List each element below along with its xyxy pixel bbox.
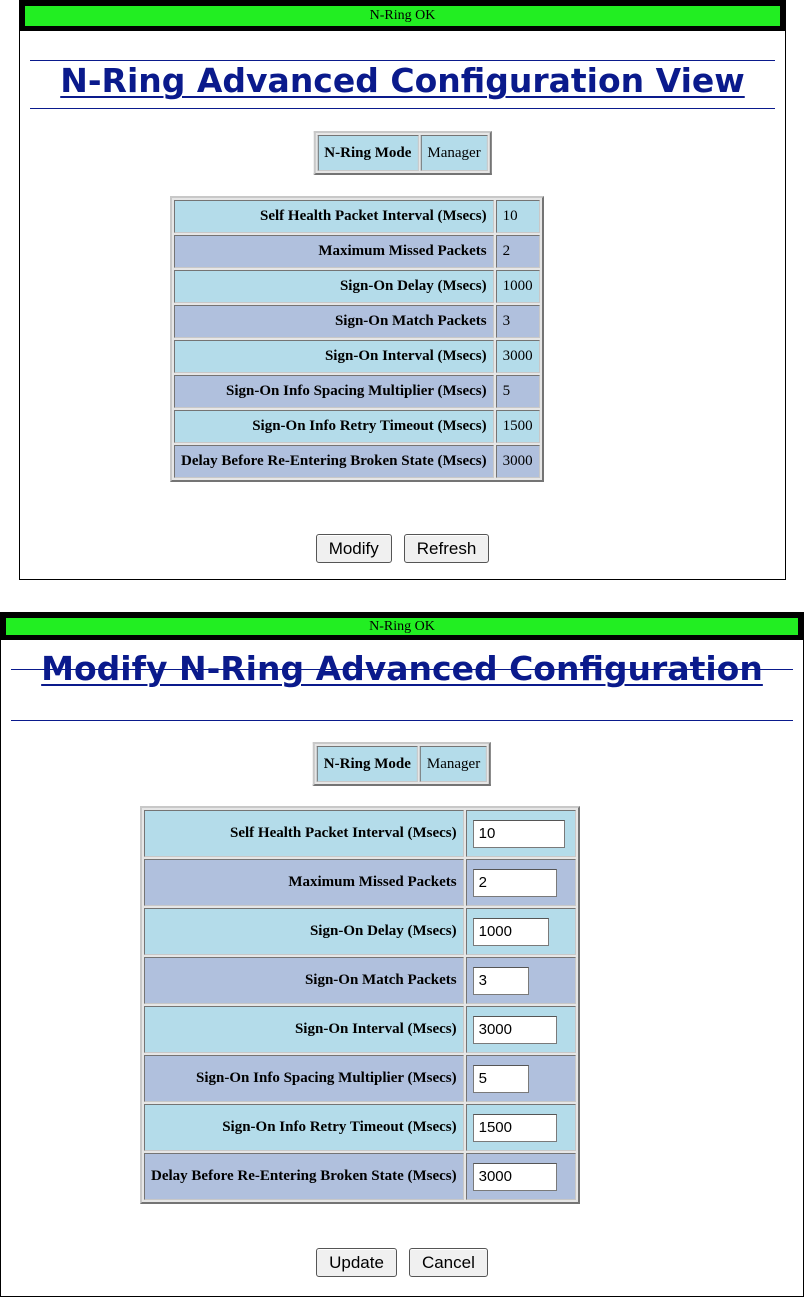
table-row <box>174 305 540 338</box>
advanced-params-table <box>170 196 544 482</box>
param-label: Sign-On Delay (Msecs) <box>144 908 464 955</box>
table-row <box>174 445 540 478</box>
param-label: Sign-On Info Spacing Multiplier (Msecs) <box>174 375 494 408</box>
advanced-config-view-panel <box>19 0 786 580</box>
ring-status-bar: N-Ring OK <box>20 1 785 31</box>
self-health-interval-input[interactable] <box>473 820 565 848</box>
table-row <box>174 270 540 303</box>
param-label: Sign-On Info Retry Timeout (Msecs) <box>144 1104 464 1151</box>
sign-on-info-retry-timeout-input[interactable] <box>473 1114 557 1142</box>
page-title: Modify N-Ring Advanced Configuration <box>41 649 763 688</box>
title-rule-bottom <box>30 108 775 109</box>
table-row <box>174 200 540 233</box>
table-row <box>144 810 576 857</box>
ring-mode-label: N-Ring Mode <box>317 746 418 782</box>
cancel-button[interactable]: Cancel <box>409 1248 488 1277</box>
page-title: N-Ring Advanced Configuration View <box>60 61 745 100</box>
param-label: Sign-On Interval (Msecs) <box>144 1006 464 1053</box>
refresh-button[interactable]: Refresh <box>404 534 490 563</box>
ring-mode-value: Manager <box>420 135 487 171</box>
param-label: Sign-On Info Retry Timeout (Msecs) <box>174 410 494 443</box>
table-row <box>174 375 540 408</box>
param-value: 3000 <box>496 340 540 373</box>
ring-status-bar: N-Ring OK <box>1 613 803 640</box>
modify-button[interactable]: Modify <box>316 534 392 563</box>
ring-mode-value: Manager <box>420 746 487 782</box>
param-label: Delay Before Re-Entering Broken State (Msecs) <box>144 1153 464 1200</box>
param-value: 1500 <box>496 410 540 443</box>
update-button[interactable]: Update <box>316 1248 397 1277</box>
param-label: Sign-On Interval (Msecs) <box>174 340 494 373</box>
table-row <box>174 235 540 268</box>
table-row <box>144 1104 576 1151</box>
param-label: Delay Before Re-Entering Broken State (Msecs) <box>174 445 494 478</box>
max-missed-packets-input[interactable] <box>473 869 557 897</box>
modify-button-row <box>1 1248 803 1277</box>
table-row <box>144 957 576 1004</box>
sign-on-delay-input[interactable] <box>473 918 549 946</box>
param-value: 3 <box>496 305 540 338</box>
table-row <box>144 859 576 906</box>
param-label: Sign-On Info Spacing Multiplier (Msecs) <box>144 1055 464 1102</box>
table-row <box>144 1153 576 1200</box>
param-value: 10 <box>496 200 540 233</box>
modify-advanced-config-panel <box>0 612 804 1297</box>
sign-on-interval-input[interactable] <box>473 1016 557 1044</box>
param-label: Self Health Packet Interval (Msecs) <box>174 200 494 233</box>
table-row <box>174 410 540 443</box>
table-row <box>144 1055 576 1102</box>
param-value: 5 <box>496 375 540 408</box>
ring-mode-label: N-Ring Mode <box>317 135 418 171</box>
title-rule-bottom <box>11 720 793 721</box>
sign-on-match-packets-input[interactable] <box>473 967 529 995</box>
param-label: Maximum Missed Packets <box>174 235 494 268</box>
param-label: Sign-On Match Packets <box>144 957 464 1004</box>
param-label: Self Health Packet Interval (Msecs) <box>144 810 464 857</box>
advanced-params-form-table <box>140 806 580 1204</box>
ring-mode-table <box>313 742 491 786</box>
ring-mode-table <box>313 131 491 175</box>
param-value: 2 <box>496 235 540 268</box>
param-label: Maximum Missed Packets <box>144 859 464 906</box>
delay-before-reentering-broken-input[interactable] <box>473 1163 557 1191</box>
table-row <box>174 340 540 373</box>
param-value: 3000 <box>496 445 540 478</box>
param-label: Sign-On Match Packets <box>174 305 494 338</box>
param-value: 1000 <box>496 270 540 303</box>
view-button-row <box>20 534 785 563</box>
table-row <box>144 1006 576 1053</box>
table-row <box>144 908 576 955</box>
sign-on-info-spacing-input[interactable] <box>473 1065 529 1093</box>
param-label: Sign-On Delay (Msecs) <box>174 270 494 303</box>
